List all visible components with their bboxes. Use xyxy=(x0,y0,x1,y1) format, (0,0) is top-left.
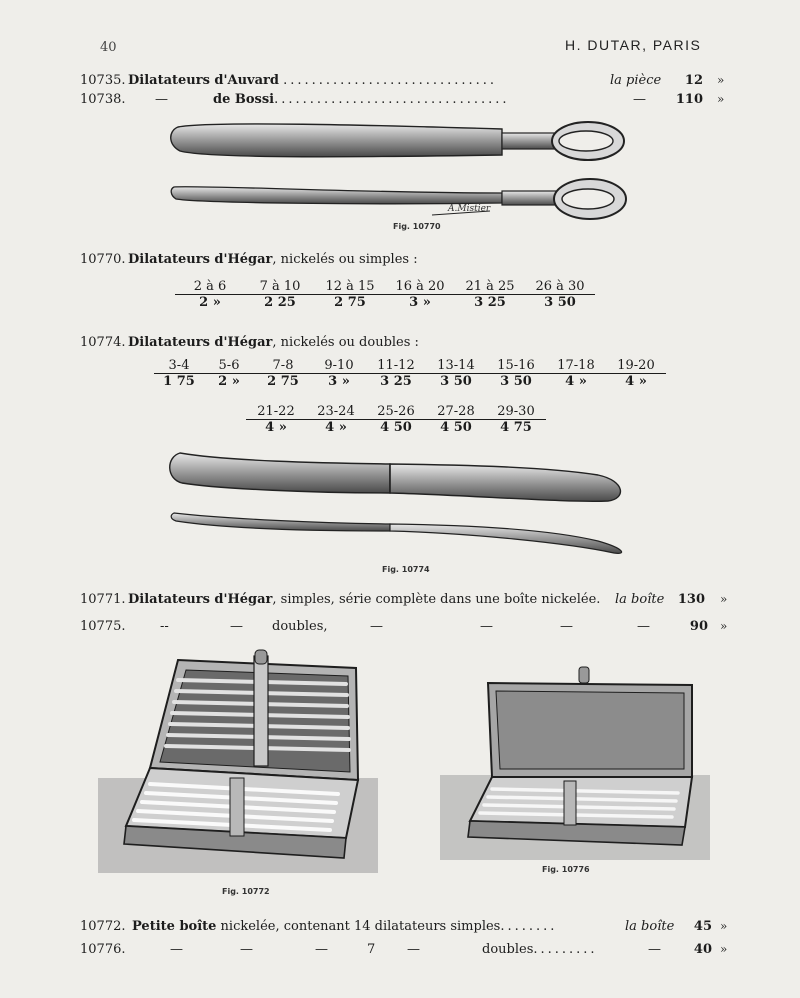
size-cell: 25-26 xyxy=(377,404,415,419)
entry-word: doubles xyxy=(482,942,534,957)
ditto-dash: — xyxy=(240,942,253,957)
price-cell: 2 25 xyxy=(245,295,315,312)
price-cell: 4 50 xyxy=(426,420,486,437)
page-number: 40 xyxy=(100,40,117,55)
ditto-dash: — xyxy=(170,942,183,957)
entry-unit: la boîte xyxy=(615,592,665,607)
size-cell: 11-12 xyxy=(377,358,415,373)
entry-10772: 10772. Petite boîte nickelée, contenant 14 dilatateurs simples........ la boîte 45 » xyxy=(80,919,728,934)
entry-number: 10770. xyxy=(80,252,126,267)
ditto-dash: — xyxy=(407,942,420,957)
size-cell: 5-6 xyxy=(218,358,240,373)
size-cell: 21 à 25 xyxy=(465,279,515,294)
entry-guillemet: » xyxy=(717,92,725,106)
ditto-dash: — xyxy=(648,942,661,957)
size-cell: 17-18 xyxy=(557,358,595,373)
figure-10774-illustration xyxy=(168,445,633,560)
ditto-dash: — xyxy=(315,942,328,957)
entry-name: Dilatateurs d'Hégar xyxy=(128,592,273,607)
entry-price: 40 xyxy=(693,942,712,957)
price-cell: 4 75 xyxy=(486,420,546,437)
entry-number: 10771. xyxy=(80,592,126,607)
entry-guillemet: » xyxy=(720,942,728,956)
entry-unit: la boîte xyxy=(625,919,675,934)
entry-10774 xyxy=(80,335,730,355)
price-cell: 3 » xyxy=(312,374,366,391)
entry-word: doubles, xyxy=(272,619,328,634)
figure-10776-illustration xyxy=(440,665,710,865)
table-10770 xyxy=(175,276,595,311)
ditto-dash: — xyxy=(370,619,383,634)
price-cell: 1 75 xyxy=(154,374,204,391)
entry-description: , simples, série complète dans une boîte nickelée. xyxy=(272,592,601,607)
price-cell: 2 75 xyxy=(254,374,312,391)
price-cell: 4 » xyxy=(246,420,306,437)
entry-name: Dilatateurs d'Auvard xyxy=(128,73,279,88)
size-cell: 7-8 xyxy=(272,358,294,373)
entry-10776: 10776. — — — 7 — doubles......... — 40 » xyxy=(80,942,728,957)
price-cell: 4 » xyxy=(606,374,666,391)
figure-10770-caption: Fig. 10770 xyxy=(393,222,441,231)
size-cell: 12 à 15 xyxy=(325,279,375,294)
ditto-dash: -- xyxy=(160,619,169,634)
figure-10772-caption: Fig. 10772 xyxy=(222,887,270,896)
entry-description: , nickelés ou simples : xyxy=(272,252,418,267)
entry-description: , nickelés ou doubles : xyxy=(272,335,419,350)
entry-number: 10776. xyxy=(80,942,126,957)
entry-name: Petite boîte xyxy=(132,919,217,934)
entry-quantity: 7 xyxy=(367,942,376,957)
entry-name: de Bossi xyxy=(213,92,275,107)
size-cell: 26 à 30 xyxy=(535,279,585,294)
entry-price: 90 xyxy=(689,619,708,634)
entry-guillemet: » xyxy=(720,919,728,933)
size-cell: 27-28 xyxy=(437,404,475,419)
table-10774-b xyxy=(246,401,546,436)
size-cell: 29-30 xyxy=(497,404,535,419)
size-cell: 2 à 6 xyxy=(193,279,227,294)
entry-10738: 10738. — de Bossi................................. — 110 » xyxy=(80,92,725,107)
figure-10776-caption: Fig. 10776 xyxy=(542,865,590,874)
ditto-dash: — xyxy=(637,619,650,634)
figure-10772-illustration xyxy=(98,648,378,883)
size-cell: 15-16 xyxy=(497,358,535,373)
entry-description: nickelée, contenant 14 dilatateurs simples xyxy=(216,919,501,934)
figure-10770-illustration xyxy=(170,115,640,225)
price-cell: 4 » xyxy=(306,420,366,437)
entry-unit: — xyxy=(633,92,646,107)
entry-guillemet: » xyxy=(717,73,725,87)
size-cell: 3-4 xyxy=(168,358,190,373)
size-cell: 23-24 xyxy=(317,404,355,419)
size-cell: 7 à 10 xyxy=(259,279,301,294)
entry-10771 xyxy=(80,592,730,612)
table-10774-a xyxy=(154,355,666,390)
entry-name: Dilatateurs d'Hégar xyxy=(128,335,273,350)
figure-10774-caption: Fig. 10774 xyxy=(382,565,430,574)
price-cell: 2 » xyxy=(204,374,254,391)
entry-guillemet: » xyxy=(720,619,728,633)
figure-10770-signature: A.Mistier xyxy=(448,204,491,214)
entry-guillemet: » xyxy=(720,592,728,606)
entry-number: 10738. xyxy=(80,92,126,107)
size-cell: 19-20 xyxy=(617,358,655,373)
entry-name: Dilatateurs d'Hégar xyxy=(128,252,273,267)
price-cell: 2 75 xyxy=(315,295,385,312)
price-cell: 3 25 xyxy=(366,374,426,391)
size-cell: 13-14 xyxy=(437,358,475,373)
price-cell: 3 50 xyxy=(525,295,595,312)
size-cell: 21-22 xyxy=(257,404,295,419)
entry-price: 45 xyxy=(693,919,712,934)
entry-10735: 10735. Dilatateurs d'Auvard .............................. la pièce 12 » xyxy=(80,73,725,88)
entry-number: 10774. xyxy=(80,335,126,350)
size-cell: 16 à 20 xyxy=(395,279,445,294)
entry-price: 110 xyxy=(675,92,703,107)
entry-number: 10775. xyxy=(80,619,126,634)
ditto-dash: — xyxy=(480,619,493,634)
ditto-dash: — xyxy=(230,619,243,634)
entry-price: 130 xyxy=(677,592,705,607)
entry-10770 xyxy=(80,252,730,272)
ditto-dash: — xyxy=(560,619,573,634)
size-cell: 9-10 xyxy=(324,358,354,373)
entry-unit: la pièce xyxy=(610,73,662,88)
page-header-title: H. DUTAR, PARIS xyxy=(565,37,702,53)
entry-10775 xyxy=(80,619,730,639)
price-cell: 4 50 xyxy=(366,420,426,437)
price-cell: 3 25 xyxy=(455,295,525,312)
price-cell: 3 » xyxy=(385,295,455,312)
price-cell: 2 » xyxy=(175,295,245,312)
price-cell: 3 50 xyxy=(426,374,486,391)
price-cell: 3 50 xyxy=(486,374,546,391)
entry-number: 10772. xyxy=(80,919,126,934)
entry-number: 10735. xyxy=(80,73,126,88)
ditto-dash: — xyxy=(155,92,168,107)
entry-price: 12 xyxy=(684,73,703,88)
price-cell: 4 » xyxy=(546,374,606,391)
